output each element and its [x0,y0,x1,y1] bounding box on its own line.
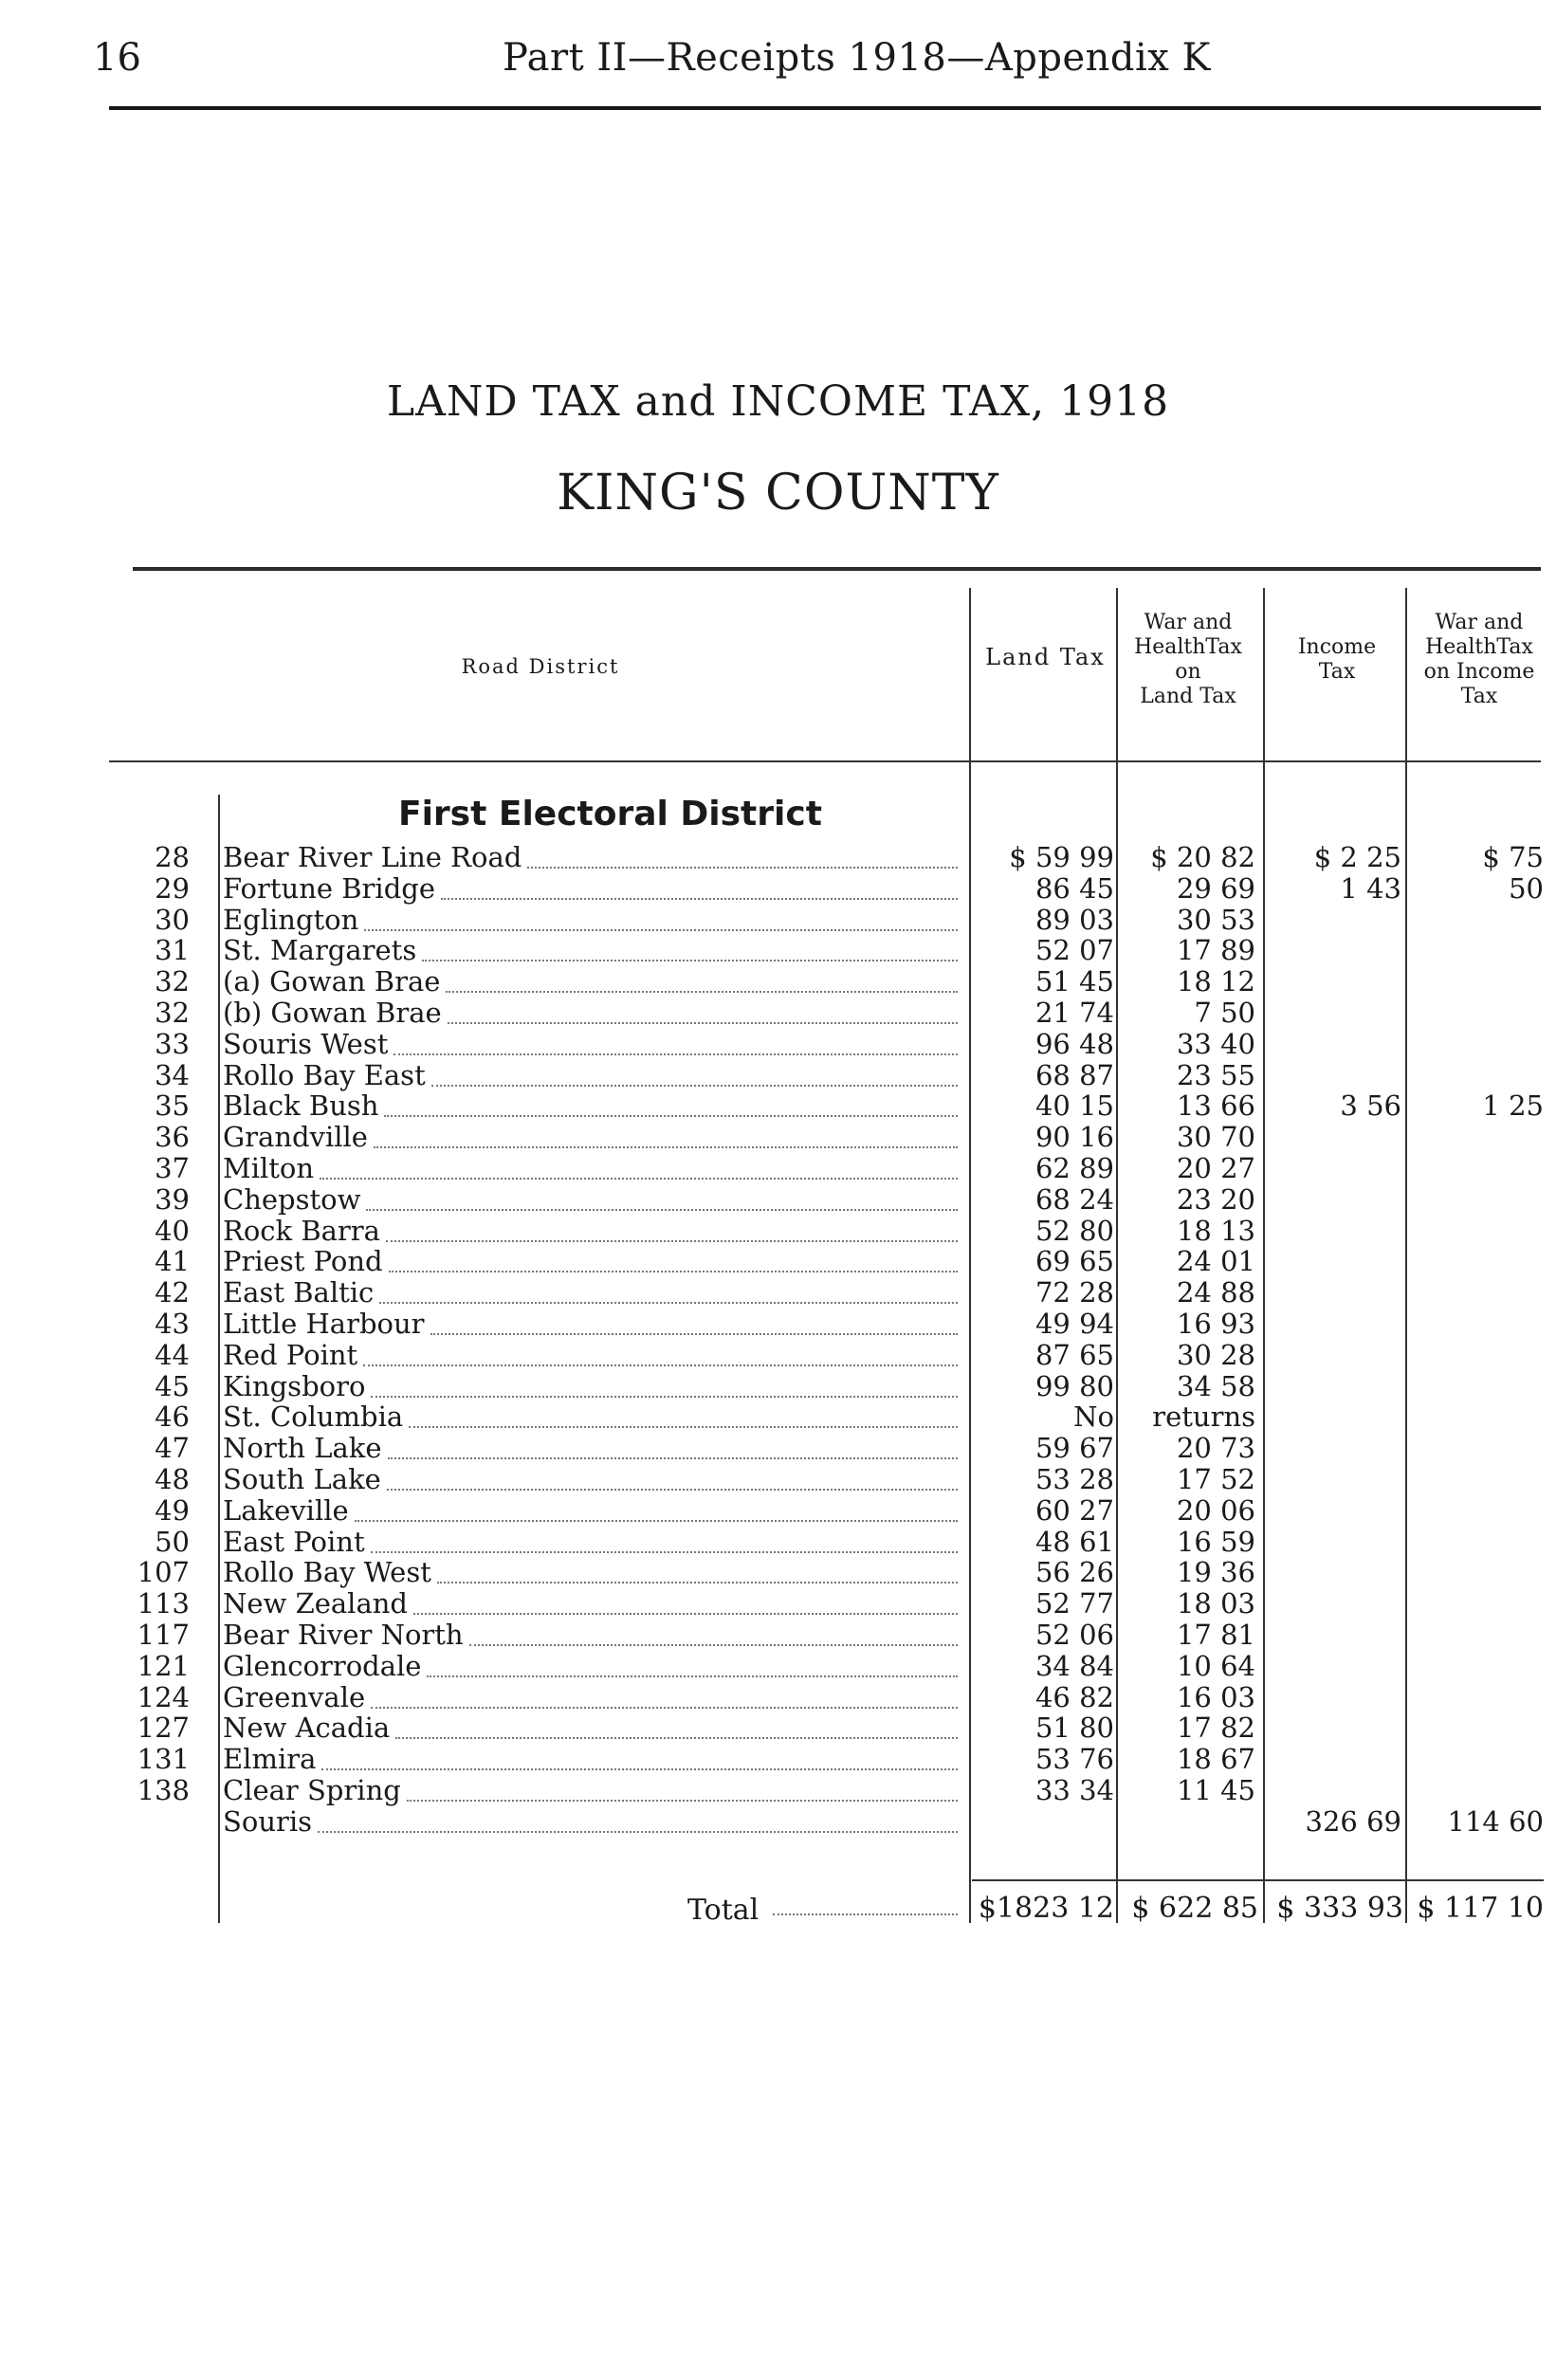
dot-leader [448,1022,958,1024]
col-header-war-health-land [1117,611,1259,709]
road-number: 43 [155,1308,190,1340]
dot-leader [430,1333,958,1335]
dot-leader [386,1240,958,1242]
land-tax-cell: 52 06 [1034,1619,1114,1651]
road-district-name: Black Bush [223,1089,379,1123]
table-row [0,1184,1556,1215]
table-row [0,966,1556,997]
land-tax-cell: 34 84 [1034,1649,1114,1682]
road-district-name: St. Columbia [223,1401,404,1434]
dot-leader [320,1178,958,1180]
dot-leader [371,1707,958,1709]
col-header-road-district: Road District [461,655,620,678]
land-tax-cell: No [1073,1401,1114,1434]
table-row [0,1246,1556,1276]
land-tax-cell: 59 67 [1034,1432,1114,1465]
war-health-land-cell: 24 01 [1176,1245,1255,1278]
war-health-land-cell: 17 81 [1176,1619,1255,1651]
dot-leader [366,1209,958,1211]
land-tax-cell: 89 03 [1034,903,1114,936]
dot-leader [409,1426,958,1428]
road-number: 36 [155,1121,190,1154]
table-row [0,1090,1556,1121]
road-number: 33 [155,1027,190,1060]
war-health-land-cell: 18 67 [1176,1743,1255,1776]
road-number: 44 [155,1338,190,1371]
total-leader [773,1913,958,1915]
col-header-income-tax [1266,635,1408,685]
land-tax-cell: 48 61 [1034,1525,1114,1558]
land-tax-cell: 53 28 [1034,1463,1114,1495]
road-district-name: Red Point [223,1338,358,1371]
table-row [0,1340,1556,1370]
land-tax-cell: 99 80 [1034,1369,1114,1402]
dot-leader [469,1644,958,1646]
road-district-name: Bear River Line Road [223,841,522,873]
road-number: 37 [155,1152,190,1184]
table-row [0,1309,1556,1339]
road-number: 30 [155,903,190,936]
road-number: 40 [155,1214,190,1247]
road-district-name: South Lake [223,1463,381,1495]
dot-leader [422,960,958,961]
table-row [0,1620,1556,1650]
road-number: 124 [137,1680,190,1713]
page-title: LAND TAX and INCOME TAX, 1918 [386,377,1170,426]
war-health-land-cell: 17 82 [1176,1712,1255,1745]
war-health-land-cell: 24 88 [1176,1276,1255,1309]
total-label: Total [687,1894,760,1927]
total-war-health-income: $ 117 10 [1417,1892,1544,1925]
table-row [0,935,1556,965]
land-tax-cell: 53 76 [1034,1743,1114,1776]
dot-leader [527,867,958,869]
table-top-rule [133,567,1541,571]
dot-leader [374,1146,958,1148]
road-district-name: Elmira [223,1743,317,1776]
dot-leader [384,1115,958,1117]
dot-leader [318,1831,958,1833]
war-health-land-cell: returns [1152,1401,1255,1434]
header-separator-rule [109,760,1541,762]
table-row [0,1122,1556,1152]
war-health-land-cell: 18 03 [1176,1587,1255,1620]
table-row [0,1712,1556,1743]
table-row [0,1651,1556,1681]
road-number: 34 [155,1058,190,1091]
land-tax-cell: 86 45 [1034,871,1114,905]
war-health-land-cell: 30 28 [1176,1338,1255,1371]
war-health-land-cell: 20 27 [1176,1152,1255,1184]
dot-leader [431,1085,958,1087]
road-number: 48 [155,1463,190,1495]
road-number: 35 [155,1089,190,1123]
road-number: 41 [155,1245,190,1278]
road-district-name: Lakeville [223,1493,349,1527]
road-number: 113 [137,1587,190,1620]
table-row [0,1433,1556,1463]
road-number: 138 [137,1774,190,1806]
land-tax-cell: 68 87 [1034,1058,1114,1091]
road-number: 131 [137,1743,190,1776]
dot-leader [395,1737,958,1739]
road-district-name: Milton [223,1152,315,1184]
road-district-name: Greenvale [223,1680,366,1713]
dot-leader [371,1551,958,1553]
road-number: 42 [155,1276,190,1309]
road-number: 49 [155,1493,190,1527]
page-number: 16 [93,36,141,80]
total-rule [972,1879,1544,1881]
war-health-land-cell: 33 40 [1176,1027,1255,1060]
war-health-income-cell: $ 75 [1482,841,1544,873]
road-district-name: (a) Gowan Brae [223,965,441,998]
table-row [0,1557,1556,1587]
dot-leader [427,1675,958,1677]
dot-leader [389,1271,958,1272]
income-tax-cell: 3 56 [1340,1089,1401,1123]
header-line: Land Tax [1140,685,1236,708]
land-tax-cell: 33 34 [1034,1774,1114,1806]
land-tax-cell: 69 65 [1034,1245,1114,1278]
road-district-name: Bear River North [223,1619,464,1651]
war-health-land-cell: 18 12 [1176,965,1255,998]
dot-leader [407,1800,958,1802]
table-row [0,1527,1556,1557]
road-district-name: St. Margarets [223,934,417,967]
table-row [0,1277,1556,1308]
land-tax-cell: 68 24 [1034,1182,1114,1216]
road-district-name: Souris [223,1804,313,1838]
road-district-name: (b) Gowan Brae [223,997,442,1029]
land-tax-cell: 56 26 [1034,1556,1114,1589]
table-row [0,1216,1556,1246]
war-health-land-cell: 23 55 [1176,1058,1255,1091]
road-number: 127 [137,1712,190,1745]
header-line: on Income [1423,660,1535,684]
road-district-name: North Lake [223,1432,382,1465]
road-number: 29 [155,871,190,905]
land-tax-cell: 52 77 [1034,1587,1114,1620]
road-district-name: Fortune Bridge [223,871,435,905]
road-district-name: East Point [223,1525,365,1558]
war-health-income-cell: 114 60 [1447,1804,1544,1838]
dot-leader [371,1396,958,1398]
road-district-name: Eglington [223,903,359,936]
header-line: War and [1144,611,1233,634]
war-health-land-cell: 30 70 [1176,1121,1255,1154]
table-row [0,998,1556,1028]
dot-leader [437,1582,958,1584]
war-health-land-cell: 10 64 [1176,1649,1255,1682]
header-line: Tax [1460,685,1498,708]
war-health-land-cell: 30 53 [1176,903,1255,936]
col-header-war-health-income [1408,611,1550,709]
county-title: KING'S COUNTY [557,465,999,522]
road-district-name: Kingsboro [223,1369,366,1402]
road-number: 39 [155,1182,190,1216]
war-health-income-cell: 1 25 [1482,1089,1544,1123]
war-health-land-cell: 18 13 [1176,1214,1255,1247]
road-number: 32 [155,965,190,998]
war-health-land-cell: 19 36 [1176,1556,1255,1589]
total-income-tax: $ 333 93 [1276,1892,1403,1925]
war-health-land-cell: $ 20 82 [1150,841,1255,873]
road-number: 46 [155,1401,190,1434]
land-tax-cell: 87 65 [1034,1338,1114,1371]
road-district-name: Rollo Bay West [223,1556,431,1589]
land-tax-cell: 40 15 [1034,1089,1114,1123]
table-row [0,1060,1556,1090]
road-district-name: Souris West [223,1027,389,1060]
road-number: 107 [137,1556,190,1589]
table-row [0,1744,1556,1774]
table-row [0,842,1556,872]
road-district-name: Glencorrodale [223,1649,422,1682]
road-number: 117 [137,1619,190,1651]
running-title: Part II—Receipts 1918—Appendix K [503,36,1211,80]
total-land-tax: $1823 12 [978,1892,1114,1925]
dot-leader [446,991,958,993]
land-tax-cell: 72 28 [1034,1276,1114,1309]
table-row [0,1588,1556,1619]
war-health-land-cell: 17 52 [1176,1463,1255,1495]
dot-leader [387,1489,958,1491]
road-number: 50 [155,1525,190,1558]
road-district-name: East Baltic [223,1276,375,1309]
col-header-land-tax: Land Tax [985,644,1106,670]
war-health-land-cell: 7 50 [1194,997,1255,1029]
dot-leader [441,898,958,900]
road-district-name: Clear Spring [223,1774,401,1806]
war-health-land-cell: 16 59 [1176,1525,1255,1558]
table-row [0,1029,1556,1059]
dot-leader [388,1457,958,1459]
income-tax-cell: 1 43 [1340,871,1401,905]
road-number: 45 [155,1369,190,1402]
dot-leader [364,929,958,931]
road-district-name: Rollo Bay East [223,1058,426,1091]
war-health-income-cell: 50 [1509,871,1544,905]
road-number: 32 [155,997,190,1029]
road-number: 28 [155,841,190,873]
dot-leader [321,1768,958,1770]
road-district-name: New Zealand [223,1587,408,1620]
total-war-health-land: $ 622 85 [1131,1892,1258,1925]
war-health-land-cell: 16 03 [1176,1680,1255,1713]
header-line: Income [1297,635,1377,659]
dot-leader [379,1302,958,1304]
income-tax-cell: $ 2 25 [1313,841,1401,873]
land-tax-cell: 90 16 [1034,1121,1114,1154]
table-row [0,1371,1556,1401]
war-health-land-cell: 20 73 [1176,1432,1255,1465]
war-health-land-cell: 20 06 [1176,1493,1255,1527]
land-tax-cell: 51 80 [1034,1712,1114,1745]
header-line: on [1175,660,1201,684]
table-row [0,1153,1556,1183]
road-district-name: Little Harbour [223,1308,425,1340]
header-rule [109,106,1541,110]
war-health-land-cell: 34 58 [1176,1369,1255,1402]
dot-leader [394,1053,958,1055]
land-tax-cell: 21 74 [1034,997,1114,1029]
table-row [0,873,1556,904]
war-health-land-cell: 17 89 [1176,934,1255,967]
income-tax-cell: 326 69 [1305,1804,1401,1838]
dot-leader [355,1520,958,1522]
road-district-name: Grandville [223,1121,368,1154]
header-line: War and [1435,611,1524,634]
header-line: HealthTax [1425,635,1533,659]
dot-leader [413,1613,958,1615]
war-health-land-cell: 16 93 [1176,1308,1255,1340]
table-row [0,1401,1556,1432]
road-district-name: Rock Barra [223,1214,380,1247]
table-row [0,1806,1556,1837]
land-tax-cell: 51 45 [1034,965,1114,998]
road-number: 47 [155,1432,190,1465]
dot-leader [363,1364,958,1366]
war-health-land-cell: 13 66 [1176,1089,1255,1123]
district-heading: First Electoral District [398,795,822,833]
land-tax-cell: 49 94 [1034,1308,1114,1340]
land-tax-cell: 60 27 [1034,1493,1114,1527]
land-tax-cell: 52 07 [1034,934,1114,967]
war-health-land-cell: 23 20 [1176,1182,1255,1216]
road-number: 31 [155,934,190,967]
land-tax-cell: 96 48 [1034,1027,1114,1060]
header-line: HealthTax [1134,635,1242,659]
war-health-land-cell: 11 45 [1176,1774,1255,1806]
header-line: Tax [1318,660,1356,684]
land-tax-cell: $ 59 99 [1009,841,1114,873]
road-district-name: Priest Pond [223,1245,383,1278]
land-tax-cell: 46 82 [1034,1680,1114,1713]
war-health-land-cell: 29 69 [1176,871,1255,905]
road-number: 121 [137,1649,190,1682]
land-tax-cell: 52 80 [1034,1214,1114,1247]
road-district-name: New Acadia [223,1712,391,1745]
table-row [0,1495,1556,1526]
table-row [0,1682,1556,1712]
table-row [0,905,1556,935]
road-district-name: Chepstow [223,1182,361,1216]
table-row [0,1775,1556,1805]
table-row [0,1464,1556,1494]
land-tax-cell: 62 89 [1034,1152,1114,1184]
